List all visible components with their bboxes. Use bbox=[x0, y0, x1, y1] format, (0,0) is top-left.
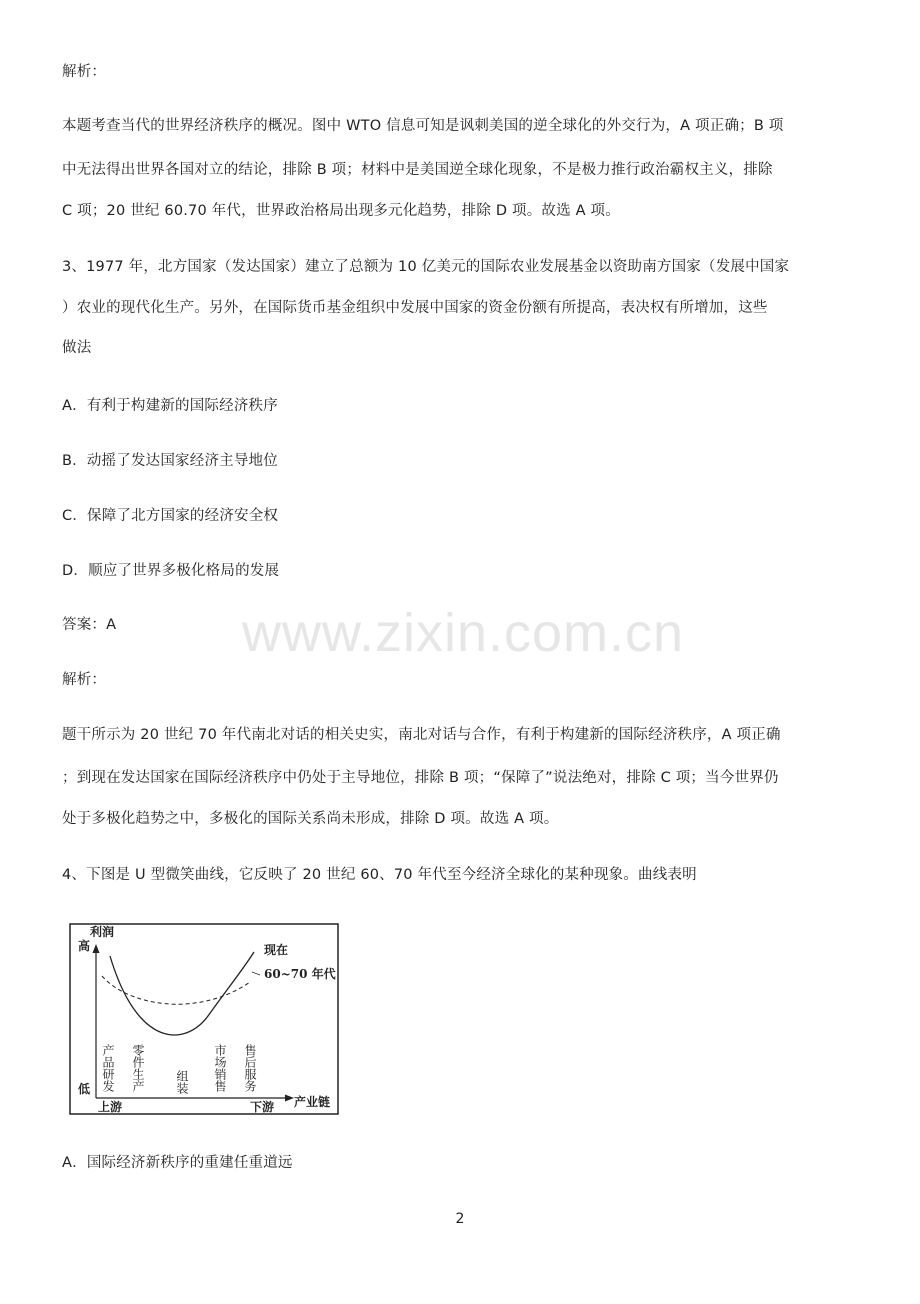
stage-label: 组装 bbox=[175, 1070, 189, 1094]
y-axis-arrow bbox=[93, 944, 100, 953]
x-axis-arrow bbox=[285, 1095, 294, 1102]
y-low-label: 低 bbox=[78, 1082, 91, 1096]
stage-label: 售后服务 bbox=[243, 1044, 257, 1092]
analysis-line: ；到现在发达国家在国际经济秩序中仍处于主导地位，排除 B 项；“保障了”说法绝对，排除 C 项；当今世界仍 bbox=[62, 770, 779, 786]
option-b: B．动摇了发达国家经济主导地位 bbox=[62, 453, 278, 469]
answer: 答案：A bbox=[62, 617, 117, 633]
x-start-label: 上游 bbox=[98, 1100, 123, 1114]
curve-past-leader bbox=[252, 972, 260, 975]
x-axis-label: 产业链 bbox=[294, 1095, 331, 1109]
question-stem: ）农业的现代化生产。另外，在国际货币基金组织中发展中国家的资金份额有所提高，表决权有所增加，这些 bbox=[62, 300, 768, 316]
x-end-label: 下游 bbox=[250, 1100, 275, 1114]
option-c: C．保障了北方国家的经济安全权 bbox=[62, 508, 279, 524]
curve-past-label: 60~70 年代 bbox=[264, 967, 336, 981]
stage-label: 产品研发 bbox=[101, 1044, 115, 1092]
smile-curve-figure bbox=[68, 920, 340, 1118]
question-stem: 3、1977 年，北方国家（发达国家）建立了总额为 10 亿美元的国际农业发展基金以资助南方国家（发展中国家 bbox=[62, 259, 790, 275]
analysis-line: C 项；20 世纪 60.70 年代，世界政治格局出现多元化趋势，排除 D 项。故选 A 项。 bbox=[62, 203, 620, 219]
y-axis-label: 利润 bbox=[90, 925, 115, 939]
stage-label: 市场销售 bbox=[213, 1044, 227, 1092]
page-number: 2 bbox=[455, 1211, 465, 1227]
analysis-label: 解析： bbox=[62, 64, 107, 80]
option-a: A．有利于构建新的国际经济秩序 bbox=[62, 398, 278, 414]
curve-now bbox=[110, 952, 254, 1035]
stage-label: 零件生产 bbox=[131, 1044, 145, 1092]
question-stem: 4、下图是 U 型微笑曲线，它反映了 20 世纪 60、70 年代至今经济全球化的某种现象。曲线表明 bbox=[62, 867, 697, 883]
analysis-label: 解析： bbox=[62, 672, 107, 688]
curve-past bbox=[102, 976, 250, 1004]
analysis-line: 本题考查当代的世界经济秩序的概况。图中 WTO 信息可知是讽刺美国的逆全球化的外交行为，A 项正确；B 项 bbox=[62, 118, 784, 134]
analysis-line: 题干所示为 20 世纪 70 年代南北对话的相关史实，南北对话与合作，有利于构建新的国际经济秩序，A 项正确 bbox=[62, 727, 781, 743]
curve-now-label: 现在 bbox=[264, 943, 289, 957]
option-d: D．顺应了世界多极化格局的发展 bbox=[62, 563, 280, 579]
analysis-line: 中无法得出世界各国对立的结论，排除 B 项；材料中是美国逆全球化现象，不是极力推行政治霸权主义，排除 bbox=[62, 162, 773, 178]
watermark: www.zixin.com.cn bbox=[241, 603, 685, 663]
smile-curve-svg bbox=[68, 920, 340, 1118]
y-high-label: 高 bbox=[78, 939, 91, 953]
analysis-line: 处于多极化趋势之中，多极化的国际关系尚未形成，排除 D 项。故选 A 项。 bbox=[62, 811, 559, 827]
option-a: A．国际经济新秩序的重建任重道远 bbox=[62, 1155, 293, 1171]
question-stem: 做法 bbox=[62, 340, 92, 356]
